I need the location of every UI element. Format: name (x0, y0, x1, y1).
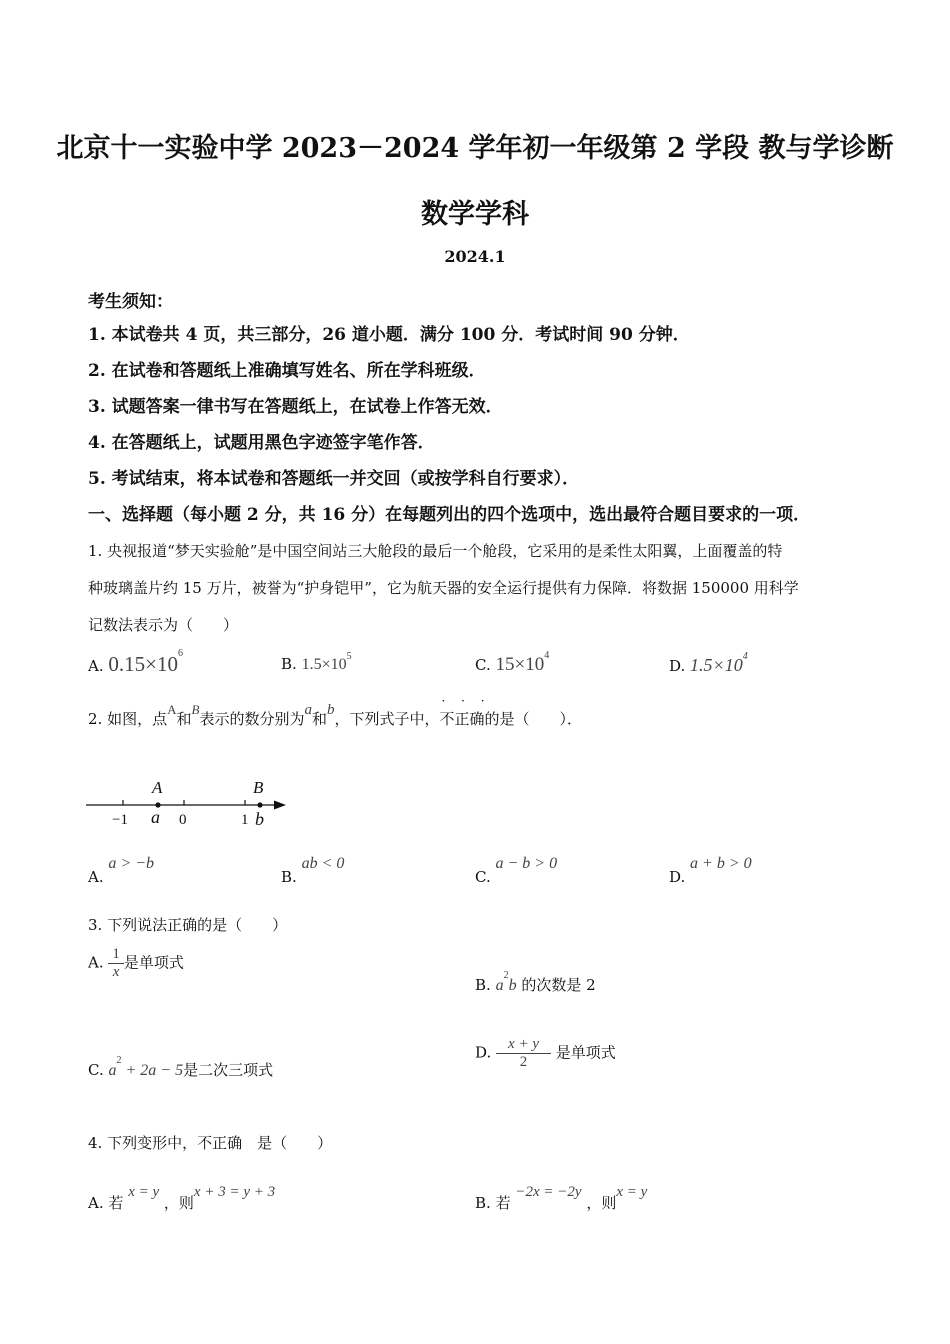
notice-item-3: 3. 试题答案一律书写在答题纸上，在试卷上作答无效． (88, 397, 503, 417)
label-point-b: B (253, 778, 264, 797)
q2-option-a[interactable]: A. a > −b (88, 855, 154, 886)
label-point-a: A (152, 778, 163, 797)
q1-option-d[interactable]: D. $1.5\times 10^4$ (669, 651, 748, 675)
q4-option-a[interactable]: A. 若 x = y ，则x + 3 = y + 3 (88, 1184, 276, 1212)
q3-option-c[interactable]: C. $a^2 + 2a - 5$是二次三项式 (88, 1055, 274, 1079)
q4-option-b[interactable]: B. 若 −2x = −2y ，则x = y (475, 1184, 648, 1212)
page-subtitle: 数学学科 (421, 199, 529, 230)
q3-option-b[interactable]: B. $a^2b$ 的次数是 2 (475, 970, 596, 994)
q2-option-b[interactable]: B. ab < 0 (281, 855, 345, 886)
point-b-dot (257, 802, 262, 807)
notice-item-5: 5. 考试结束，将本试卷和答题纸一并交回（或按学科自行要求）． (88, 469, 580, 489)
label-a: a (151, 807, 160, 827)
q1-option-a[interactable]: A. $0.15\times 10^6$ (88, 648, 183, 676)
q3-option-d[interactable]: D. $\frac{x + y}{2}$ 是单项式 (475, 1036, 616, 1070)
q1-option-b[interactable]: B. $1.5\times 10^5$ (281, 651, 352, 673)
label-b: b (255, 809, 264, 829)
label-neg1: −1 (112, 812, 128, 828)
label-1: 1 (241, 812, 249, 828)
exam-date: 2024.1 (444, 247, 506, 266)
number-line-figure (84, 772, 294, 832)
q3-option-a[interactable]: A. $\frac{1}{x}$ 是单项式 (88, 946, 184, 980)
label-0: 0 (179, 812, 187, 828)
section-heading: 一、选择题（每小题 2 分，共 16 分）在每题列出的四个选项中，选出最符合题目要求的一项． (88, 505, 811, 525)
notice-item-4: 4. 在答题纸上，试题用黑色字迹签字笔作答． (88, 433, 435, 453)
q2-option-c[interactable]: C. a − b > 0 (475, 855, 558, 886)
page-title: 北京十一实验中学 2023－2024 学年初一年级第 2 学段 教与学诊断 (56, 133, 894, 164)
q2-emphasis: · · · 不正确 (439, 694, 491, 728)
q1-option-c[interactable]: C. $15\times 10^4$ (475, 650, 550, 675)
q4-stem: 4. 下列变形中，不正确 是（ ） (88, 1134, 333, 1152)
arrow-icon (274, 801, 286, 810)
q1-line-2: 种玻璃盖片约 15 万片，被誉为“护身铠甲”，它为航天器的安全运行提供有力保障．将数据 150000 用科学 (88, 579, 799, 597)
notice-item-1: 1. 本试卷共 4 页，共三部分，26 道小题．满分 100 分．考试时间 90 分钟． (88, 325, 690, 345)
q3-stem: 3. 下列说法正确的是（ ） (88, 916, 288, 934)
q2-option-d[interactable]: D. a + b > 0 (669, 855, 752, 886)
q1-line-3: 记数法表示为（ ） (88, 616, 239, 634)
q1-line-1: 1. 央视报道“梦天实验舱”是中国空间站三大舱段的最后一个舱段，它采用的是柔性太阳翼，上面覆盖的特 (88, 542, 783, 560)
notice-heading: 考生须知： (88, 292, 173, 312)
notice-item-2: 2. 在试卷和答题纸上准确填写姓名、所在学科班级． (88, 361, 486, 381)
q2-stem: 2. 如图，点A和B表示的数分别为a和b，下列式子中， · · · 不正确的是（ ）． (88, 694, 583, 728)
